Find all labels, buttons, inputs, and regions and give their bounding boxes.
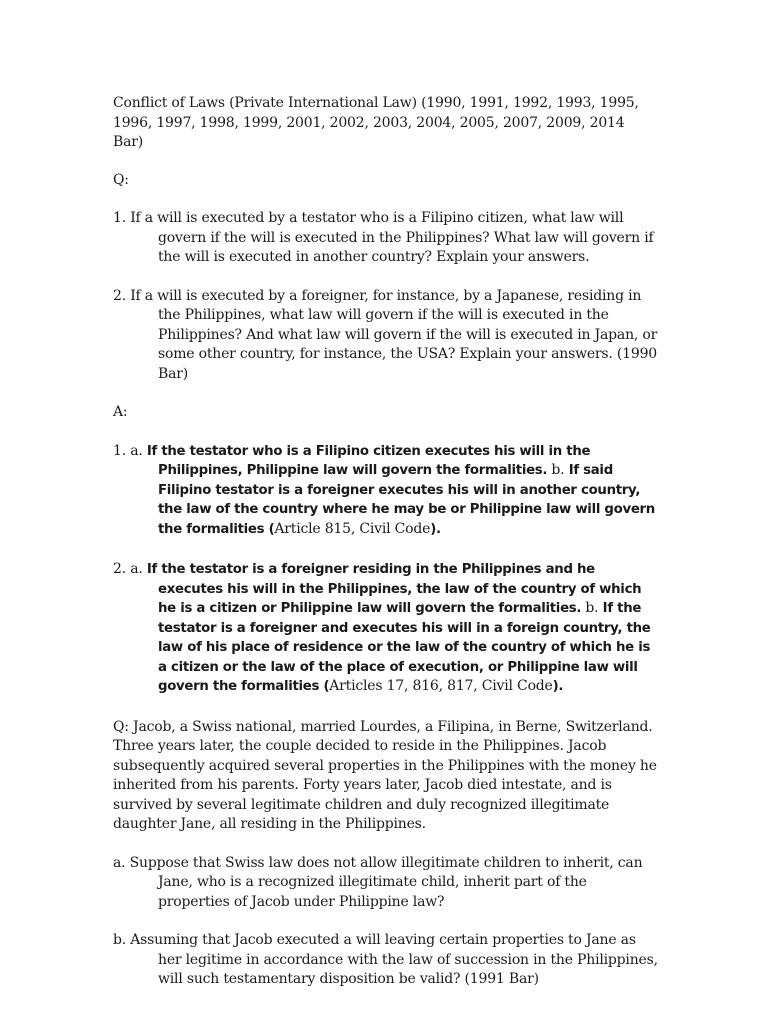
answer-1-citation: Article 815, Civil Code xyxy=(274,520,431,537)
answer-1-part-b: If said Filipino testator is a foreigner executes his will in another country, the law of the country where he may be or Philippine law will govern the formalities ( xyxy=(158,463,655,537)
answer-2-part-b: If the testator is a foreigner and executes his will in a foreign country, the law of his place of residence or the law of the country of which he is a citizen or the law of the place of execution, or Philippine law will govern the formalities ( xyxy=(158,601,651,694)
question-2: 2. If a will is executed by a foreigner, for instance, by a Japanese, residing in the Philippines, what law will govern if the will is executed in the Philippines? And what law will govern if the will is executed in Japan, or some other country, for instance, the USA? Explain your answers. (1990 Bar) xyxy=(113,287,658,382)
answer-2-part-a: If the testator is a foreigner residing in the Philippines and he executes his will in the Philippines, the law of the country of which he is a citizen or Philippine law will govern the formalities. xyxy=(146,562,642,616)
sub-question-b: b. Assuming that Jacob executed a will leaving certain properties to Jane as her legitime in accordance with the law of succession in the Philippines, will such testamentary disposition be valid? (1991 Bar) xyxy=(113,932,658,987)
question-label: Q: xyxy=(113,171,129,188)
document-page xyxy=(113,94,658,1009)
answer-1-prefix: 1. a. xyxy=(113,442,147,459)
question-1: 1. If a will is executed by a testator who is a Filipino citizen, what law will govern if the will is executed in the Philippines? What law will govern if the will is executed in another country? Explain your answers. xyxy=(113,210,654,265)
jacob-question: Q: Jacob, a Swiss national, married Lourdes, a Filipina, in Berne, Switzerland. Three years later, the couple decided to reside in the Philippines. Jacob subsequently acquired several properties in the Philippines with the money he inherited from his parents. Forty years later, Jacob died intestate, and is survived by several legitimate children and duly recognized illegitimate daughter Jane, all residing in the Philippines. xyxy=(113,718,657,832)
answer-1 xyxy=(113,442,658,540)
answer-1-mid: b. xyxy=(547,462,569,478)
answer-2-citation: Articles 17, 816, 817, Civil Code xyxy=(329,678,553,694)
sub-question-a: a. Suppose that Swiss law does not allow illegitimate children to inherit, can Jane, who is a recognized illegitimate child, inherit part of the properties of Jacob under Philippine law? xyxy=(113,854,643,910)
answer-1-part-a: If the testator who is a Filipino citizen executes his will in the Philippines, Philippine law will govern the formalities. xyxy=(146,443,591,478)
answer-1-close: ). xyxy=(430,521,441,537)
answer-2 xyxy=(113,560,658,697)
answer-label: A: xyxy=(113,404,128,420)
document-title: Conflict of Laws (Private International Law) (1990, 1991, 1992, 1993, 1995, 1996, 1997, 1998, 1999, 2001, 2002, 2003, 2004, 2005, 2007, 2009, 2014 Bar) xyxy=(113,95,639,150)
answer-2-prefix: 2. a. xyxy=(113,561,147,577)
answer-2-mid: b. xyxy=(581,600,603,616)
answer-2-close: ). xyxy=(552,679,564,694)
